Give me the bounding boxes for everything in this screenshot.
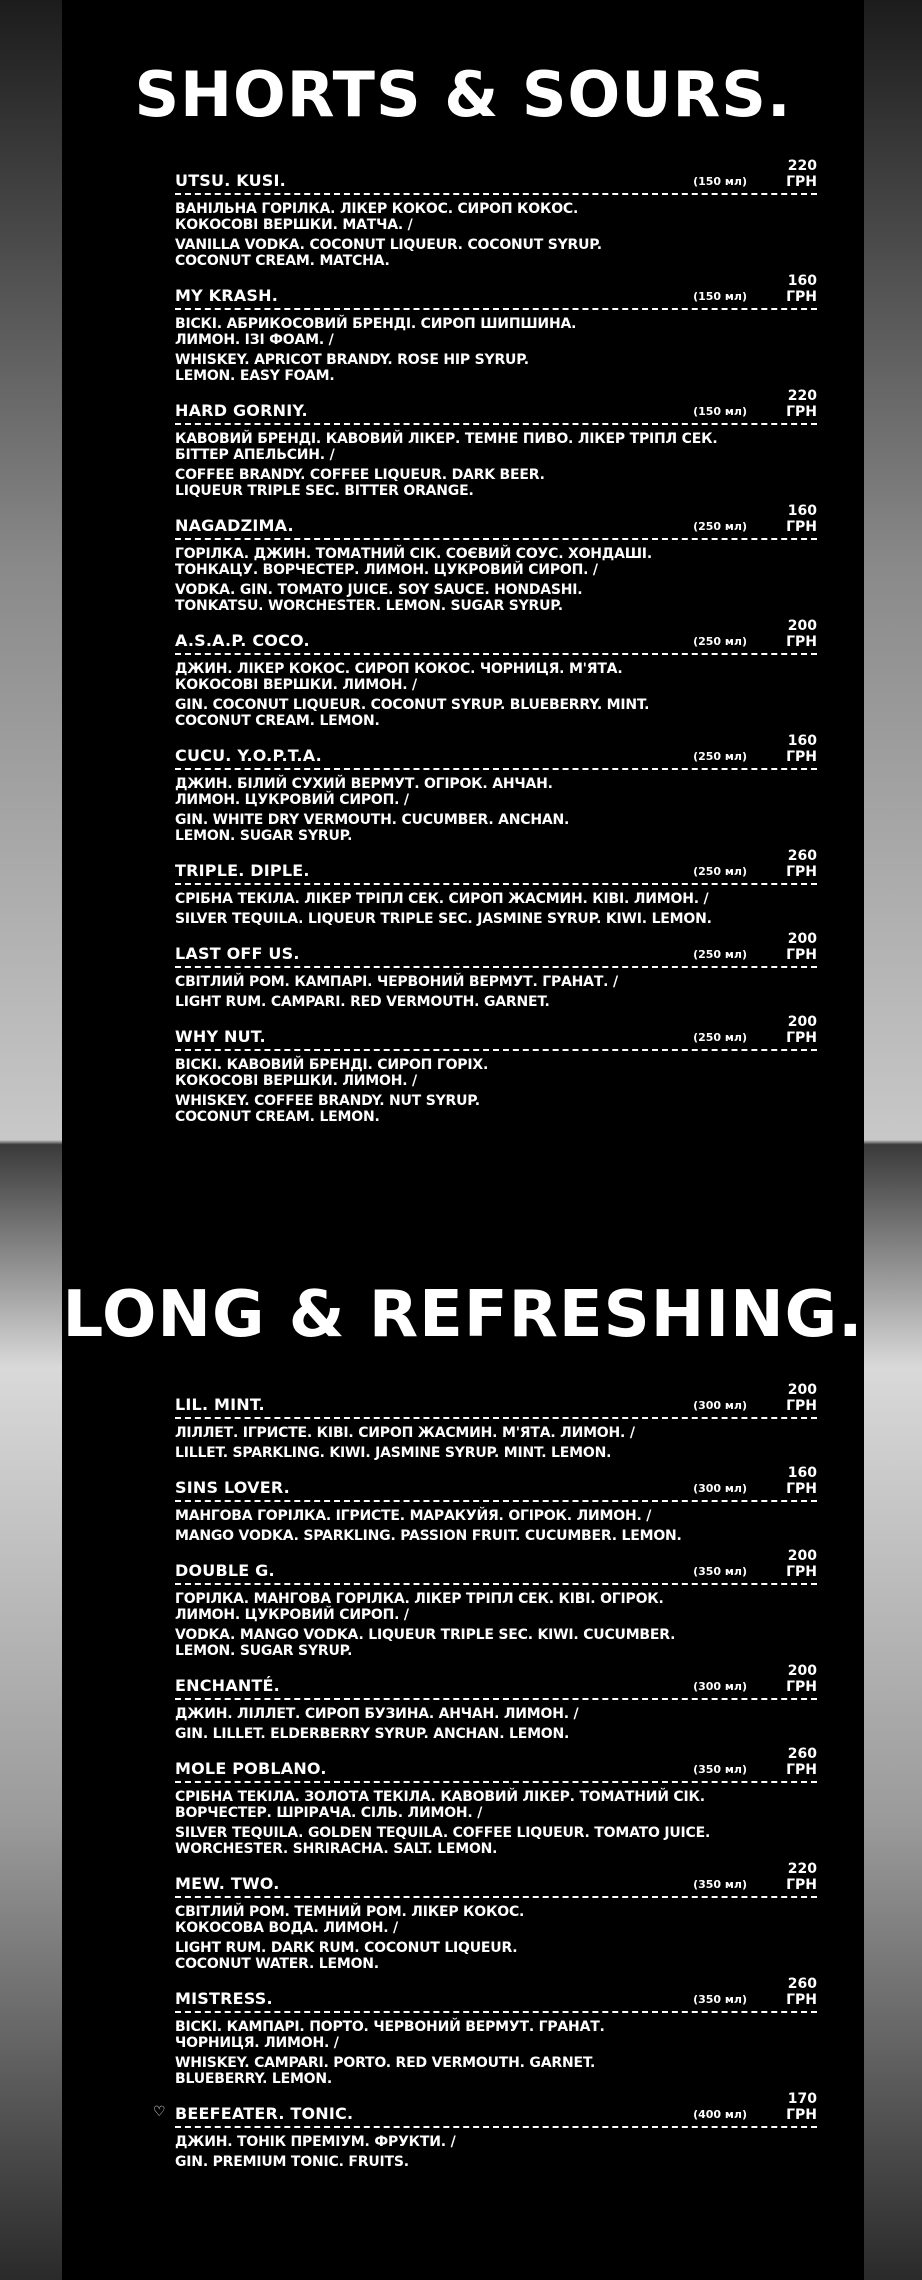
menu-item [175,931,817,1010]
menu-item-header [175,1014,817,1051]
ingredients-en-line: LIGHT RUM. CAMPARI. RED VERMOUTH. GARNET. [175,994,550,1010]
section-title-long-refreshing: LONG & REFRESHING. [62,1278,864,1352]
menu-item [175,388,817,499]
ingredients-en-line: LEMON. EASY FOAM. [175,368,335,384]
item-price: 220 ГРН [786,388,817,420]
item-volume: (350 мл) [693,1878,747,1891]
item-name: MEW. TWO. [175,1874,280,1893]
item-description [175,546,817,614]
menu-panel [62,0,864,2280]
item-price: 220 ГРН [786,1861,817,1893]
item-volume: (250 мл) [693,865,747,878]
ingredients-en-line: COFFEE BRANDY. COFFEE LIQUEUR. DARK BEER. [175,467,545,483]
menu-item [175,1663,817,1742]
ingredients-ua-line: ВІСКІ. КАМПАРІ. ПОРТО. ЧЕРВОНИЙ ВЕРМУТ. ГРАНАТ. [175,2019,605,2035]
ingredients-ua-line: ВІСКІ. АБРИКОСОВИЙ БРЕНДІ. СИРОП ШИПШИНА. [175,316,577,332]
ingredients-en [175,1445,817,1461]
item-name: LAST OFF US. [175,944,300,963]
item-volume: (350 мл) [693,1763,747,1776]
ingredients-en-line: WHISKEY. COFFEE BRANDY. NUT SYRUP. [175,1093,480,1109]
ingredients-en-line: GIN. WHITE DRY VERMOUTH. CUCUMBER. ANCHAN. [175,812,570,828]
ingredients-en [175,467,817,499]
ingredients-ua-line: КОКОСОВІ ВЕРШКИ. МАТЧА. / [175,217,413,233]
item-price: 200 ГРН [786,1014,817,1046]
ingredients-en-line: WORCHESTER. SHRIRACHA. SALT. LEMON. [175,1841,498,1857]
item-price: 200 ГРН [786,1548,817,1580]
ingredients-ua-line: БІТТЕР АПЕЛЬСИН. / [175,447,335,463]
item-volume: (250 мл) [693,948,747,961]
ingredients-ua-line: ДЖИН. БІЛИЙ СУХИЙ ВЕРМУТ. ОГІРОК. АНЧАН. [175,776,553,792]
item-name: UTSU. KUSI. [175,171,286,190]
ingredients-en-line: GIN. COCONUT LIQUEUR. COCONUT SYRUP. BLUEBERRY. MINT. [175,697,650,713]
item-description [175,431,817,499]
item-price: 260 ГРН [786,1976,817,2008]
ingredients-en-line: WHISKEY. CAMPARI. PORTO. RED VERMOUTH. GARNET. [175,2055,596,2071]
item-volume: (400 мл) [693,2108,747,2121]
menu-item [175,503,817,614]
ingredients-ua-line: СВІТЛИЙ РОМ. КАМПАРІ. ЧЕРВОНИЙ ВЕРМУТ. ГРАНАТ. / [175,974,618,990]
menu-item [153,2091,817,2170]
item-description [175,201,817,269]
ingredients-ua-line: ЛИМОН. ЦУКРОВИЙ СИРОП. / [175,1607,409,1623]
item-description [175,1057,817,1125]
ingredients-ua-line: ТОНКАЦУ. ВОРЧЕСТЕР. ЛИМОН. ЦУКРОВИЙ СИРОП. / [175,562,598,578]
item-price: 260 ГРН [786,848,817,880]
menu-list-shorts-sours [175,158,817,1139]
ingredients-en-line: COCONUT CREAM. MATCHA. [175,253,390,269]
ingredients-en-line: LIGHT RUM. DARK RUM. COCONUT LIQUEUR. [175,1940,518,1956]
item-name: ENCHANTÉ. [175,1676,280,1695]
ingredients-ua-line: ВАНІЛЬНА ГОРІЛКА. ЛІКЕР КОКОС. СИРОП КОКОС. [175,201,579,217]
item-name: MY KRASH. [175,286,278,305]
item-description [175,1904,817,1972]
item-name: TRIPLE. DIPLE. [175,861,310,880]
item-price: 260 ГРН [786,1746,817,1778]
item-description [175,1591,817,1659]
ingredients-ua-line: ГОРІЛКА. МАНГОВА ГОРІЛКА. ЛІКЕР ТРІПЛ СЕК. КІВІ. ОГІРОК. [175,1591,664,1607]
item-name: BEEFEATER. TONIC. [175,2104,354,2123]
ingredients-ua-line: СРІБНА ТЕКІЛА. ЗОЛОТА ТЕКІЛА. КАВОВИЙ ЛІКЕР. ТОМАТНИЙ СІК. [175,1789,705,1805]
ingredients-en [175,1093,817,1125]
menu-item [175,1976,817,2087]
menu-item-header [175,1861,817,1898]
left-gradient-border [0,0,62,2280]
item-description [175,1508,817,1544]
item-description [175,891,817,927]
item-name: A.S.A.P. COCO. [175,631,310,650]
ingredients-ua-line: КАВОВИЙ БРЕНДІ. КАВОВИЙ ЛІКЕР. ТЕМНЕ ПИВО. ЛІКЕР ТРІПЛ СЕК. [175,431,718,447]
ingredients-en [175,1528,817,1544]
item-price: 160 ГРН [786,273,817,305]
ingredients-en-line: VODKA. MANGO VODKA. LIQUEUR TRIPLE SEC. KIWI. CUCUMBER. [175,1627,676,1643]
item-description [175,2019,817,2087]
item-price: 200 ГРН [786,618,817,650]
ingredients-en-line: LEMON. SUGAR SYRUP. [175,828,353,844]
menu-item-header [175,618,817,655]
menu-item-header [175,503,817,540]
item-price: 200 ГРН [786,1663,817,1695]
item-description [175,1706,817,1742]
heart-icon: ♡ [153,2104,166,2120]
item-description [175,1425,817,1461]
ingredients-ua-line: ЛИМОН. ІЗІ ФОАМ. / [175,332,334,348]
menu-item [175,158,817,269]
item-volume: (250 мл) [693,520,747,533]
menu-item [175,1548,817,1659]
menu-item [175,273,817,384]
menu-item [175,618,817,729]
ingredients-ua-line: ЛІЛЛЕТ. ІГРИСТЕ. КІВІ. СИРОП ЖАСМИН. М'ЯТА. ЛИМОН. / [175,1425,635,1441]
ingredients-en-line: COCONUT CREAM. LEMON. [175,713,380,729]
ingredients-en-line: VANILLA VODKA. COCONUT LIQUEUR. COCONUT SYRUP. [175,237,602,253]
ingredients-en-line: LEMON. SUGAR SYRUP. [175,1643,353,1659]
ingredients-en [175,237,817,269]
ingredients-en [175,911,817,927]
ingredients-ua-line: КОКОСОВІ ВЕРШКИ. ЛИМОН. / [175,1073,417,1089]
ingredients-en-line: GIN. LILLET. ELDERBERRY SYRUP. ANCHAN. LEMON. [175,1726,570,1742]
menu-item-header [175,1382,817,1419]
menu-item-header [175,848,817,885]
ingredients-en-line: TONKATSU. WORCHESTER. LEMON. SUGAR SYRUP. [175,598,563,614]
ingredients-en-line: BLUEBERRY. LEMON. [175,2071,333,2087]
ingredients-en [175,2154,817,2170]
ingredients-en [175,1825,817,1857]
item-name: MISTRESS. [175,1989,273,2008]
item-description [175,316,817,384]
item-volume: (250 мл) [693,635,747,648]
menu-item-header [175,1663,817,1700]
ingredients-ua-line: ЧОРНИЦЯ. ЛИМОН. / [175,2035,339,2051]
item-description [175,2134,817,2170]
ingredients-en [175,582,817,614]
menu-item [175,1465,817,1544]
section-title-shorts-sours: SHORTS & SOURS. [134,58,792,131]
menu-item-header [175,931,817,968]
item-price: 200 ГРН [786,931,817,963]
menu-item [175,1746,817,1857]
menu-item-header [175,2091,817,2128]
ingredients-ua-line: СВІТЛИЙ РОМ. ТЕМНИЙ РОМ. ЛІКЕР КОКОС. [175,1904,525,1920]
item-price: 160 ГРН [786,1465,817,1497]
item-name: CUCU. Y.O.P.T.A. [175,746,322,765]
ingredients-ua-line: КОКОСОВІ ВЕРШКИ. ЛИМОН. / [175,677,417,693]
item-price: 220 ГРН [786,158,817,190]
item-description [175,1789,817,1857]
ingredients-ua-line: ВІСКІ. КАВОВИЙ БРЕНДІ. СИРОП ГОРІХ. [175,1057,489,1073]
ingredients-en-line: COCONUT WATER. LEMON. [175,1956,379,1972]
ingredients-ua-line: ГОРІЛКА. ДЖИН. ТОМАТНИЙ СІК. СОЄВИЙ СОУС. ХОНДАШІ. [175,546,652,562]
item-volume: (150 мл) [693,175,747,188]
menu-item [175,1014,817,1125]
ingredients-en-line: WHISKEY. APRICOT BRANDY. ROSE HIP SYRUP. [175,352,529,368]
right-gradient-border [860,0,922,2280]
item-volume: (300 мл) [693,1482,747,1495]
menu-item-header [175,388,817,425]
item-name: SINS LOVER. [175,1478,290,1497]
menu-item-header [175,733,817,770]
menu-item-header [175,158,817,195]
menu-item-header [175,273,817,310]
menu-item-header [175,1746,817,1783]
ingredients-ua-line: СРІБНА ТЕКІЛА. ЛІКЕР ТРІПЛ СЕК. СИРОП ЖАСМИН. КІВІ. ЛИМОН. / [175,891,709,907]
item-name: HARD GORNIY. [175,401,308,420]
ingredients-ua-line: МАНГОВА ГОРІЛКА. ІГРИСТЕ. МАРАКУЙЯ. ОГІРОК. ЛИМОН. / [175,1508,652,1524]
menu-item [175,1861,817,1972]
menu-list-long-refreshing [153,1382,817,2184]
ingredients-en-line: COCONUT CREAM. LEMON. [175,1109,380,1125]
ingredients-ua-line: ДЖИН. ЛІЛЛЕТ. СИРОП БУЗИНА. АНЧАН. ЛИМОН. / [175,1706,579,1722]
item-volume: (300 мл) [693,1680,747,1693]
menu-item-header [175,1548,817,1585]
menu-item [175,848,817,927]
ingredients-en-line: LILLET. SPARKLING. KIWI. JASMINE SYRUP. MINT. LEMON. [175,1445,612,1461]
ingredients-ua-line: ДЖИН. ТОНІК ПРЕМІУМ. ФРУКТИ. / [175,2134,456,2150]
menu-item-header [175,1465,817,1502]
item-name: DOUBLE G. [175,1561,275,1580]
menu-item [175,1382,817,1461]
ingredients-en-line: SILVER TEQUILA. LIQUEUR TRIPLE SEC. JASMINE SYRUP. KIWI. LEMON. [175,911,712,927]
ingredients-en-line: SILVER TEQUILA. GOLDEN TEQUILA. COFFEE LIQUEUR. TOMATO JUICE. [175,1825,711,1841]
item-volume: (350 мл) [693,1565,747,1578]
item-price: 160 ГРН [786,503,817,535]
item-name: MOLE POBLANO. [175,1759,327,1778]
item-description [175,661,817,729]
ingredients-en [175,352,817,384]
item-volume: (350 мл) [693,1993,747,2006]
ingredients-en [175,1726,817,1742]
ingredients-en-line: MANGO VODKA. SPARKLING. PASSION FRUIT. CUCUMBER. LEMON. [175,1528,682,1544]
item-name: WHY NUT. [175,1027,266,1046]
item-volume: (300 мл) [693,1399,747,1412]
ingredients-ua-line: ВОРЧЕСТЕР. ШРІРАЧА. СІЛЬ. ЛИМОН. / [175,1805,483,1821]
item-volume: (250 мл) [693,1031,747,1044]
ingredients-ua-line: ЛИМОН. ЦУКРОВИЙ СИРОП. / [175,792,409,808]
item-price: 200 ГРН [786,1382,817,1414]
ingredients-en-line: LIQUEUR TRIPLE SEC. BITTER ORANGE. [175,483,474,499]
item-price: 170 ГРН [786,2091,817,2123]
ingredients-en [175,2055,817,2087]
item-price: 160 ГРН [786,733,817,765]
item-volume: (150 мл) [693,290,747,303]
ingredients-en-line: GIN. PREMIUM TONIC. FRUITS. [175,2154,409,2170]
item-name: LIL. MINT. [175,1395,265,1414]
ingredients-en [175,1940,817,1972]
ingredients-en [175,1627,817,1659]
ingredients-en-line: VODKA. GIN. TOMATO JUICE. SOY SAUCE. HONDASHI. [175,582,583,598]
item-description [175,776,817,844]
ingredients-ua-line: ДЖИН. ЛІКЕР КОКОС. СИРОП КОКОС. ЧОРНИЦЯ. М'ЯТА. [175,661,623,677]
ingredients-en [175,697,817,729]
ingredients-en [175,812,817,844]
ingredients-en [175,994,817,1010]
item-description [175,974,817,1010]
menu-item-header [175,1976,817,2013]
item-name: NAGADZIMA. [175,516,294,535]
menu-item [175,733,817,844]
ingredients-ua-line: КОКОСОВА ВОДА. ЛИМОН. / [175,1920,398,1936]
item-volume: (150 мл) [693,405,747,418]
item-volume: (250 мл) [693,750,747,763]
